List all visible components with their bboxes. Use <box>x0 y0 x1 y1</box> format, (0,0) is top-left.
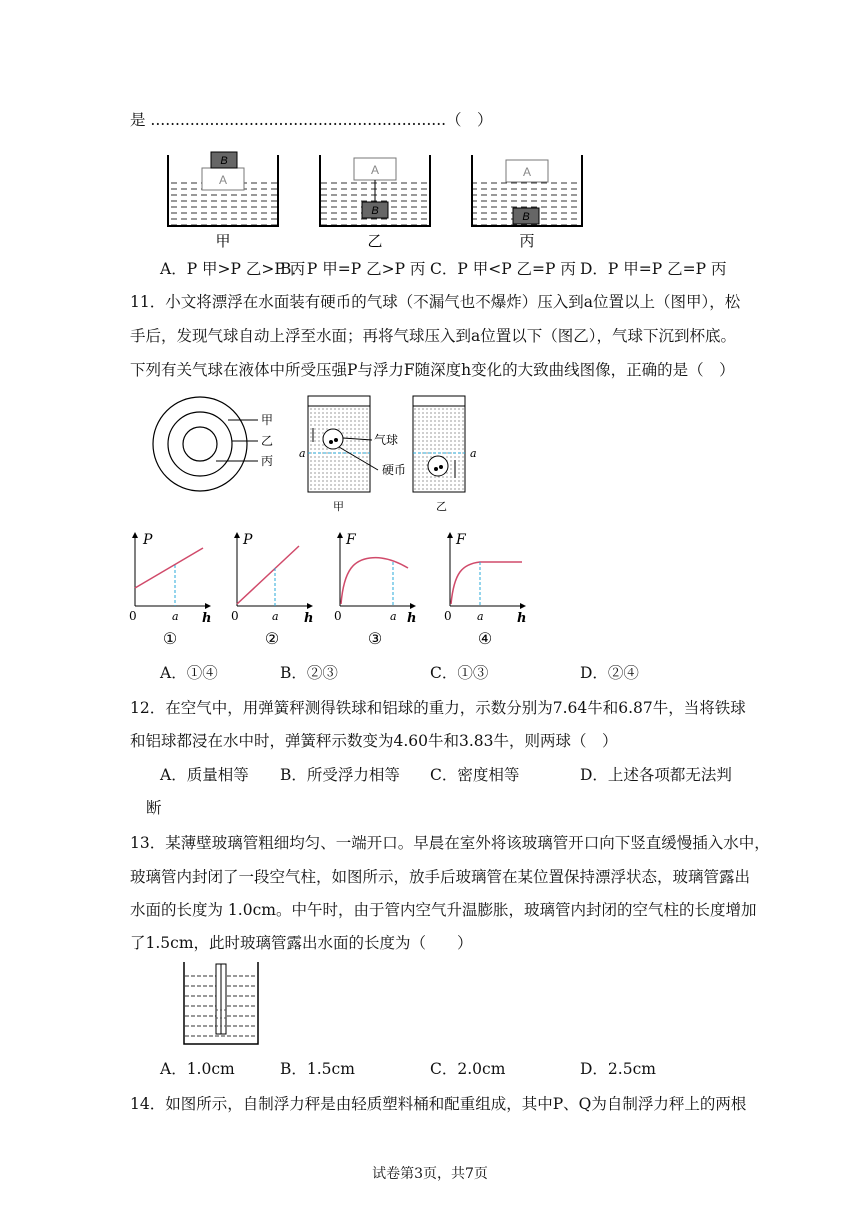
graph-2 <box>231 532 313 648</box>
svg-text:A: A <box>522 165 532 179</box>
a-label-left: a <box>299 447 306 460</box>
graph-1 <box>129 532 211 648</box>
svg-text:①: ① <box>162 629 178 648</box>
q12-option-b[interactable]: B．所受浮力相等 <box>280 766 400 784</box>
svg-text:③: ③ <box>367 629 383 648</box>
q12-option-d-wrap: 断 <box>146 799 162 817</box>
q11-option-c[interactable]: C．①③ <box>430 664 489 682</box>
q13-option-a[interactable]: A．1.0cm <box>160 1060 235 1078</box>
fig-caption-jia: 甲 <box>333 500 344 513</box>
block-b-label: B <box>220 155 228 167</box>
ring-label-bing: 丙 <box>261 454 274 468</box>
q12-text-2: 和铝球都浸在水中时，弹簧秤示数变为4.60牛和3.83牛，则两球（ ） <box>130 732 618 750</box>
q13-text-1: 13．某薄壁玻璃管粗细均匀、一端开口。早晨在室外将该玻璃管开口向下竖直缓慢插入水中， <box>130 834 770 852</box>
fig-caption-yi: 乙 <box>436 500 447 513</box>
svg-text:②: ② <box>264 629 280 648</box>
block-a-label: A <box>218 173 228 187</box>
beaker-jia <box>168 152 278 226</box>
q14-text-1: 14．如图所示，自制浮力秤是由轻质塑料桶和配重组成，其中P、Q为自制浮力秤上的两根 <box>130 1095 747 1113</box>
q11-text-3: 下列有关气球在液体中所受压强P与浮力F随深度h变化的大致曲线图像，正确的是（ ） <box>130 361 735 379</box>
q13-text-3: 水面的长度为 1.0cm。中午时，由于管内空气升温膨胀，玻璃管内封闭的空气柱的长度增加 <box>130 901 757 919</box>
q12-option-d[interactable]: D．上述各项都无法判 <box>580 766 732 784</box>
q12-text-1: 12．在空气中，用弹簧秤测得铁球和铝球的重力，示数分别为7.64牛和6.87牛，当将铁球 <box>130 699 746 717</box>
page-footer: 试卷第3页，共7页 <box>372 1166 488 1182</box>
svg-text:P: P <box>143 532 153 548</box>
fig-label-jia: 甲 <box>215 232 231 250</box>
svg-text:A: A <box>370 163 380 177</box>
svg-text:a: a <box>390 610 397 623</box>
svg-text:0: 0 <box>129 609 137 623</box>
q13-option-b[interactable]: B．1.5cm <box>280 1060 355 1078</box>
q12-option-a[interactable]: A．质量相等 <box>160 766 249 784</box>
graph-4 <box>444 532 526 648</box>
svg-text:a: a <box>272 610 279 623</box>
balloon-label: 气球 <box>374 433 399 447</box>
fig-label-yi: 乙 <box>367 232 383 250</box>
q11-option-a[interactable]: A．①④ <box>160 664 218 682</box>
q11-text-1: 11．小文将漂浮在水面装有硬币的气球（不漏气也不爆炸）压入到a位置以上（图甲），松 <box>130 293 741 311</box>
beaker-bing <box>472 155 582 226</box>
q11-graphs <box>125 528 545 650</box>
svg-text:0: 0 <box>444 609 452 623</box>
svg-text:0: 0 <box>231 609 239 623</box>
svg-text:B: B <box>522 211 530 223</box>
svg-text:h: h <box>407 611 417 626</box>
svg-text:F: F <box>456 532 466 548</box>
svg-text:h: h <box>202 611 212 626</box>
svg-text:a: a <box>477 610 484 623</box>
svg-text:P: P <box>243 532 253 548</box>
q11-option-b[interactable]: B．②③ <box>280 664 338 682</box>
q10-figure <box>160 150 600 250</box>
q13-text-2: 玻璃管内封闭了一段空气柱，如图所示，放手后玻璃管在某位置保持漂浮状态，玻璃管露出 <box>130 868 751 886</box>
q10-option-b[interactable]: B．P 甲=P 乙>P 丙 <box>280 260 426 278</box>
ring-label-jia: 甲 <box>261 413 274 427</box>
svg-text:B: B <box>371 205 379 217</box>
q10-option-d[interactable]: D．P 甲=P 乙=P 丙 <box>580 260 727 278</box>
a-label-right: a <box>470 447 477 460</box>
q11-option-d[interactable]: D．②④ <box>580 664 639 682</box>
fig-label-bing: 丙 <box>519 232 535 250</box>
q13-option-d[interactable]: D．2.5cm <box>580 1060 656 1078</box>
q13-text-4: 了1.5cm，此时玻璃管露出水面的长度为（ ） <box>130 934 473 952</box>
q11-text-2: 手后，发现气球自动上浮至水面；再将气球压入到a位置以下（图乙），气球下沉到杯底。 <box>130 327 736 345</box>
svg-text:④: ④ <box>477 629 493 648</box>
svg-text:0: 0 <box>334 609 342 623</box>
q10-option-c[interactable]: C．P 甲<P 乙=P 丙 <box>430 260 576 278</box>
beaker-yi <box>320 155 430 226</box>
coin-label: 硬币 <box>382 463 407 477</box>
q10-text-tail: 是 ............................................................（ ） <box>130 111 493 129</box>
q11-figure <box>150 392 500 517</box>
ring-label-yi: 乙 <box>261 434 274 448</box>
q12-option-c[interactable]: C．密度相等 <box>430 766 520 784</box>
svg-text:a: a <box>172 610 179 623</box>
svg-text:F: F <box>346 532 356 548</box>
svg-text:h: h <box>304 611 314 626</box>
q13-option-c[interactable]: C．2.0cm <box>430 1060 506 1078</box>
graph-3 <box>334 532 416 648</box>
q13-figure <box>180 960 262 1048</box>
q10-option-a[interactable]: A．P 甲>P 乙>P 丙 <box>160 260 306 278</box>
svg-text:h: h <box>517 611 527 626</box>
